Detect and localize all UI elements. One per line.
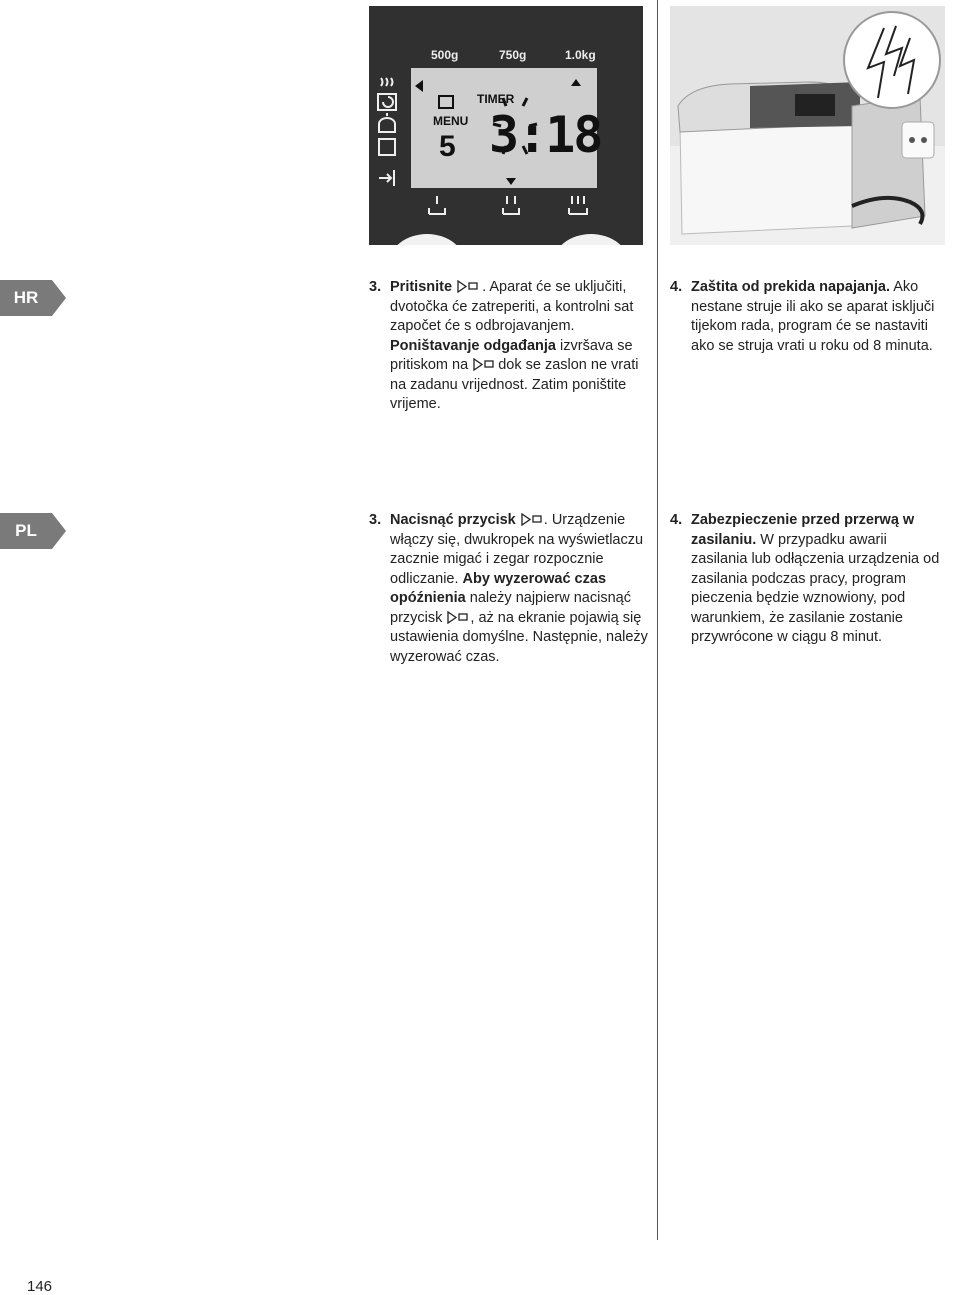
timer-label: TIMER xyxy=(477,92,515,106)
step-heading: Zaštita od prekida napajanja. xyxy=(691,279,891,295)
lcd-display-photo xyxy=(369,6,643,245)
weight-500g: 500g xyxy=(431,48,459,62)
step-text: dok se zaslon ne vrati na zadanu vrijednost. Zatim poništite vrijeme. xyxy=(390,357,639,412)
start-pause-icon xyxy=(446,611,470,624)
lcd-screen xyxy=(411,68,602,188)
menu-label: MENU xyxy=(433,114,469,128)
weight-750g: 750g xyxy=(499,48,527,62)
lightning-icon xyxy=(838,6,945,114)
step-number: 4. xyxy=(670,279,683,295)
pl-step-3 xyxy=(369,511,649,667)
step-text: W przypadku awarii zasilania lub odłączenia urządzenia od zasilania podczas pracy, program pieczenia będzie wznowiony, pod warunkiem, że zasilanie zostanie przywrócone w ciągu 8 minut. xyxy=(691,531,940,645)
step-emphasis: Poništavanje odgađanja xyxy=(390,337,556,354)
wall-socket xyxy=(902,122,934,158)
step-number: 3. xyxy=(369,279,382,295)
step-number: 4. xyxy=(670,512,683,528)
hr-step-4 xyxy=(670,278,940,356)
language-tab-hr: HR xyxy=(0,280,52,316)
bread-maker-photo xyxy=(670,6,945,245)
step-heading: Nacisnąć przycisk xyxy=(390,512,516,528)
step-emphasis: Aby wyzerować czas opóźnienia xyxy=(390,570,607,606)
step-text: Ako nestane struje ili ako se aparat isključi tijekom rada, program će se nastaviti ako se struja vrati u roku od 8 minuta. xyxy=(691,279,935,354)
step-text: . Aparat će se uključiti, dvotočka će zatreperiti, a kontrolni sat započet će s odbrojavanjem. xyxy=(390,279,634,334)
step-text: , aż na ekranie pojawią się ustawienia domyślne. Następnie, należy wyzerować czas. xyxy=(390,609,648,665)
start-pause-icon xyxy=(520,513,544,526)
pl-step-4 xyxy=(670,511,940,648)
column-divider xyxy=(657,0,658,1240)
hr-step-3 xyxy=(369,278,649,415)
step-heading: Pritisnite xyxy=(390,279,453,295)
step-text: należy najpierw nacisnąć przycisk xyxy=(390,590,631,626)
start-pause-icon xyxy=(472,358,498,371)
step-heading: Zabezpieczenie przed przerwą w zasilaniu. xyxy=(691,512,915,548)
time-display: 3:18 xyxy=(489,106,602,164)
start-pause-icon xyxy=(456,280,482,293)
language-tab-pl: PL xyxy=(0,513,52,549)
step-text: izvršava se pritiskom na xyxy=(390,337,633,373)
step-number: 3. xyxy=(369,512,382,528)
page-number: 146 xyxy=(27,1278,53,1295)
weight-1kg: 1.0kg xyxy=(565,48,596,62)
step-text: . Urządzenie włączy się, dwukropek na wyświetlaczu zacznie migać i zegar rozpocznie odliczanie. xyxy=(390,512,644,587)
menu-number: 5 xyxy=(439,130,456,163)
